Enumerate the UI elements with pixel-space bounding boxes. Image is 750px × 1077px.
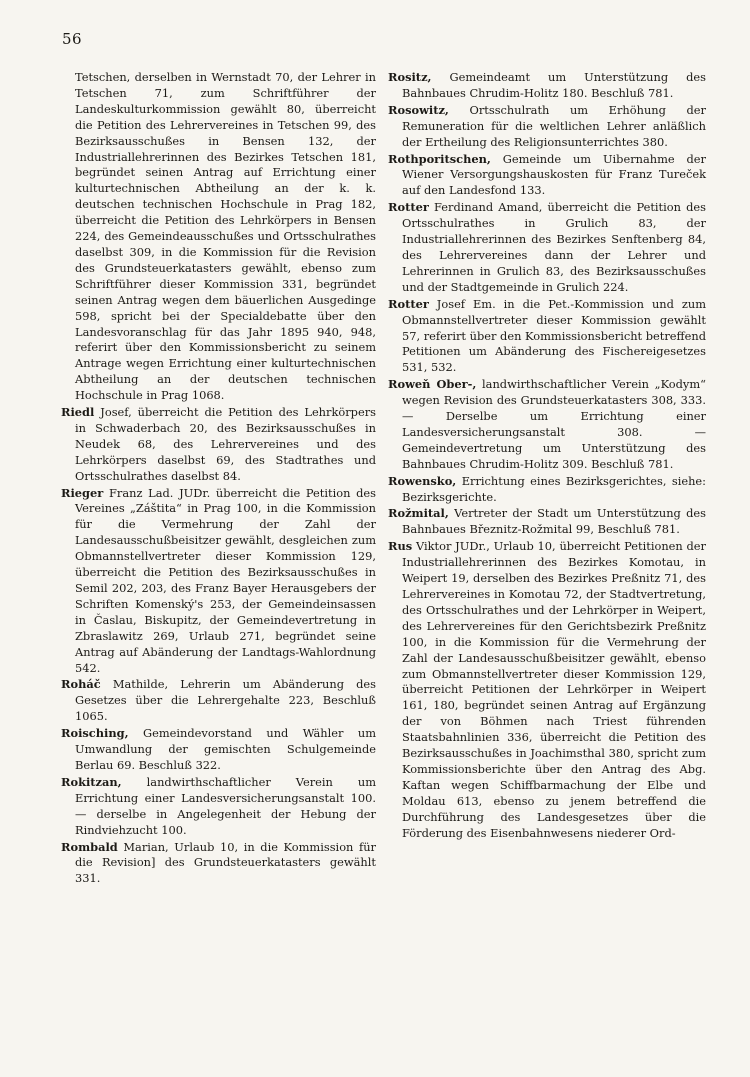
index-entry bbox=[61, 840, 376, 888]
entry-text: Franz Lad. JUDr. überreicht die Petition des Vereines „Záštita“ in Prag 100, in die Kommission für die Vermehrung der Zahl der Landesausschußbeisitzer gewählt, desgleichen zum Obmannstellvertreter dieser Kommission 129, überreicht die Petition des Bezirksausschußes in Semil 202, 203, des Franz Bayer Herausgebers der Schriften Komenský's 253, der Gemeindeinsassen in Časlau, Biskupitz, der Gemeindevertretung in Zbraslawitz 269, Urlaub 271, begründet seine Antrag auf Abänderung der Landtags-Wahlordnung 542. bbox=[75, 485, 376, 675]
entry-headword: Rotter bbox=[388, 296, 429, 311]
entry-text: Vertreter der Stadt um Unterstützung des Bahnbaues Březnitz-Rožmital 99, Beschluß 781. bbox=[402, 506, 707, 537]
index-entry bbox=[388, 539, 706, 841]
index-entry bbox=[61, 486, 376, 677]
entry-text: landwirthschaftlicher Verein „Kodym“ wegen Revision des Grundsteuerkatasters 308, 333. — Derselbe um Errichtung einer Landesversicherungsanstalt 308. — Gemeindevertretung um Unterstützung des Bahnbaues Chrudim-Holitz 309. Beschluß 781. bbox=[402, 377, 706, 471]
entry-headword: Rotter bbox=[388, 200, 429, 215]
index-entry bbox=[388, 297, 706, 377]
index-entry bbox=[61, 70, 376, 404]
index-entry bbox=[388, 70, 706, 102]
index-entry bbox=[61, 775, 376, 839]
entry-headword: Riedl bbox=[61, 405, 95, 420]
right-column bbox=[388, 70, 706, 843]
entry-text: Gemeindeamt um Unterstützung des Bahnbaues Chrudim-Holitz 180. Beschluß 781. bbox=[402, 70, 706, 100]
entry-headword: Rožmital, bbox=[388, 506, 449, 521]
index-entry bbox=[388, 152, 706, 200]
entry-headword: Rosowitz, bbox=[388, 102, 449, 117]
entry-text: Marian, Urlaub 10, in die Kommission für die Revision] des Grundsteuerkatasters gewählt 331. bbox=[75, 839, 376, 886]
entry-text: Josef Em. in die Pet.-Kommission und zum Obmannstellvertreter dieser Kommission gewählt 57, referirt über den Kommissionsbericht betreffend Petitionen um Abänderung des Fischereigesetzes 531, 532. bbox=[402, 296, 707, 375]
index-entry bbox=[388, 377, 706, 472]
left-column bbox=[61, 70, 376, 888]
entry-text: Mathilde, Lehrerin um Abänderung des Gesetzes über die Lehrergehalte 223, Beschluß 1065. bbox=[75, 677, 376, 724]
entry-headword: Rothporitschen, bbox=[388, 151, 491, 166]
entry-headword: Rieger bbox=[61, 485, 104, 500]
index-entry bbox=[61, 726, 376, 774]
entry-text: Ferdinand Amand, überreicht die Petition des Ortsschulrathes in Grulich 83, der Industriallehrerinnen des Bezirkes Senftenberg 84, des Lehrervereines dann der Lehrer und Lehrerinnen in Grulich 83, des Bezirksausschußes und der Stadtgemeinde in Grulich 224. bbox=[402, 200, 706, 294]
index-entry bbox=[61, 677, 376, 725]
entry-text: landwirthschaftlicher Verein um Errichtung einer Landesversicherungsanstalt 100. — derselbe in Angelegenheit der Hebung der Rindviehzucht 100. bbox=[75, 774, 376, 837]
entry-text: Josef, überreicht die Petition des Lehrkörpers in Schwaderbach 20, des Bezirksausschußes in Neudek 68, des Lehrervereines und des Lehrkörpers daselbst 69, des Stadtrathes und Ortsschulrathes daselbst 84. bbox=[75, 405, 376, 483]
entry-headword: Rowensko, bbox=[388, 473, 457, 488]
entry-text: Ortsschulrath um Erhöhung der Remuneration für die weltlichen Lehrer anläßlich der Ertheilung des Religionsunterrichtes 380. bbox=[402, 102, 706, 149]
entry-text: Errichtung eines Bezirksgerichtes, siehe: Bezirksgerichte. bbox=[402, 473, 706, 504]
index-entry bbox=[388, 200, 706, 295]
entry-headword: Roháč bbox=[61, 677, 101, 692]
index-entry bbox=[388, 474, 706, 506]
page-number: 56 bbox=[62, 30, 83, 48]
entry-headword: Roisching, bbox=[61, 726, 129, 741]
entry-text: Gemeinde um Uibernahme der Wiener Versorgungshauskosten für Franz Tureček auf den Landesfond 133. bbox=[402, 151, 706, 198]
entry-headword: Roweň Ober-, bbox=[388, 377, 477, 392]
entry-text: Tetschen, derselben in Wernstadt 70, der Lehrer in Tetschen 71, zum Schriftführer der Landeskulturkommission gewählt 80, überreicht die Petition des Lehrervereines in Tetschen 99, des Bezirksausschußes in Bensen 132, der Industriallehrerinnen des Bezirkes Tetschen 181, begründet seinen Antrag auf Errichtung einer kulturtechnischen Abtheilung an der k. k. deutschen technischen Hochschule in Prag 182, überreicht die Petition des Lehrkörpers in Bensen 224, des Gemeindeausschußes und Ortsschulrathes daselbst 309, in die Kommission für die Revision des Grundsteuerkatasters gewählt, ebenso zum Schriftführer dieser Kommission 331, begründet seinen Antrag wegen dem bäuerlichen Ausgedinge 598, spricht bei der Specialdebatte über den Landesvoranschlag für das Jahr 1895 940, 948, referirt über den Kommissionsbericht zu seinem Antrage wegen Errichtung einer kulturtechnischen Abtheilung an der deutschen technischen Hochschule in Prag 1068. bbox=[75, 70, 376, 403]
index-entry bbox=[388, 103, 706, 151]
entry-headword: Rombald bbox=[61, 839, 118, 854]
entry-text: Viktor JUDr., Urlaub 10, überreicht Petitionen der Industriallehrerinnen des Bezirkes Komotau, in Weipert 19, derselben des Bezirkes Preßnitz 71, des Lehrervereines in Komotau 72, der Stadtvertretung, des Ortsschulrathes und der Lehrkörper in Weipert, des Lehrervereines für den Gerichtsbezirk Preßnitz 100, in die Kommission für die Vermehrung der Zahl der Landesausschußbeisitzer gewählt, ebenso zum Obmannstellvertreter dieser Kommission 129, überreicht Petitionen der Lehrkörper in Weipert 161, 180, begründet seinen Antrag auf Ergänzung der von Böhmen nach Triest führenden Staatsbahnlinien 336, überreicht die Petition des Bezirksausschußes in Joachimsthal 380, spricht zum Kommissionsberichte über den Antrag des Abg. Kaftan wegen Schiffbarmachung der Elbe und Moldau 613, ebenso zu jenem betreffend die Durchführung des Landesgesetzes über die Förderung des Eisenbahnwesens niederer Ord- bbox=[402, 539, 706, 840]
entry-headword: Rus bbox=[388, 539, 413, 554]
index-entry bbox=[388, 506, 706, 538]
entry-text: Gemeindevorstand und Wähler um Umwandlung der gemischten Schulgemeinde Berlau 69. Beschluß 322. bbox=[75, 726, 376, 772]
entry-headword: Rositz, bbox=[388, 70, 432, 84]
index-entry bbox=[61, 405, 376, 485]
entry-headword: Rokitzan, bbox=[61, 774, 122, 789]
